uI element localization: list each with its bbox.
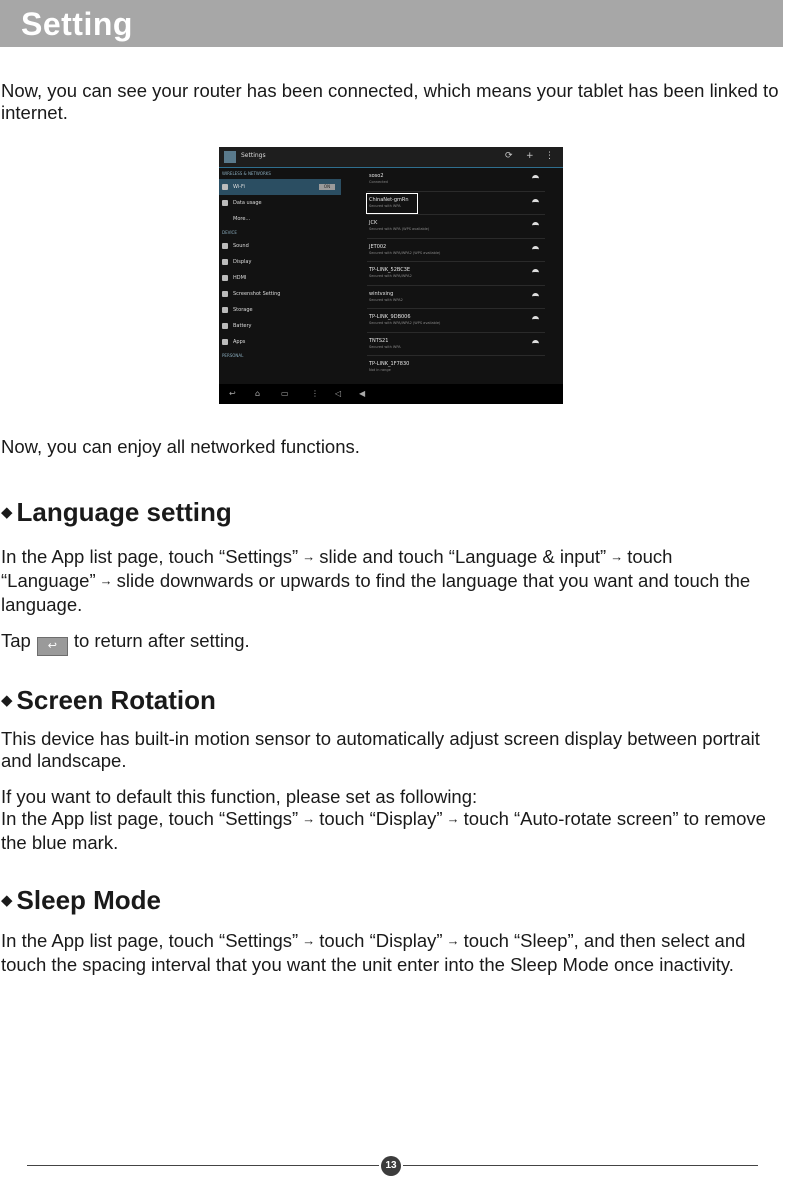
screenshot-nav-bar (219, 384, 563, 404)
arrow-right-icon: → (610, 549, 624, 564)
sidebar-item-label: Battery (233, 323, 252, 329)
wifi-icon (222, 184, 228, 190)
network-name: TP-LINK_9DB006 (369, 314, 411, 320)
sound-icon (222, 243, 228, 249)
wifi-signal-icon (532, 199, 539, 208)
page-title: Setting (21, 6, 133, 42)
sleep-section-title: ◆ Sleep Mode (1, 885, 162, 915)
display-icon (222, 259, 228, 265)
sidebar-item-label: HDMI (233, 275, 247, 281)
network-name: wintvxing (369, 290, 394, 297)
wifi-network-row (345, 309, 559, 333)
sidebar-item-label: Display (233, 259, 252, 265)
return-icon: ↩ (37, 637, 68, 656)
tap-return-paragraph: Tap ↩ to return after setting. (1, 630, 785, 656)
network-name: TNTS21 (369, 337, 389, 344)
wifi-signal-icon (532, 222, 539, 231)
screenshot-icon (222, 291, 228, 297)
network-status: Secured with WPA/WPA2 (WPS available) (369, 250, 441, 255)
network-status: Secured with WPA (WPS available) (369, 227, 430, 231)
screenshot-sidebar (219, 168, 341, 384)
wifi-settings-screenshot (219, 147, 563, 404)
wifi-network-row (345, 215, 559, 239)
sidebar-item-battery (219, 318, 341, 334)
settings-app-icon (224, 151, 236, 163)
rotation-paragraph: This device has built-in motion sensor to automatically adjust screen display between portrait and landscape. (1, 728, 760, 771)
network-name: JET002 (369, 243, 387, 250)
arrow-right-icon: → (99, 573, 113, 588)
sidebar-header: WIRELESS & NETWORKS (222, 171, 271, 176)
diamond-bullet-icon: ◆ (1, 891, 13, 909)
sidebar-item-label: Data usage (233, 200, 262, 206)
sidebar-item-hdmi (219, 270, 341, 286)
apps-icon (222, 339, 228, 345)
wifi-network-row (345, 286, 559, 310)
wifi-network-row (345, 168, 559, 192)
sidebar-item-more (219, 211, 341, 227)
arrow-right-icon: → (446, 933, 460, 948)
network-status: Secured with WPA (369, 344, 401, 349)
sidebar-item-label: Screenshot Setting (233, 291, 281, 297)
footer-rule (27, 1165, 379, 1166)
volume-down-icon: ◁ (335, 389, 342, 398)
connected-network-highlight (366, 193, 418, 214)
network-name: TP-LINK_52BC3E (369, 267, 411, 273)
sidebar-item-label: Apps (233, 339, 246, 345)
back-icon: ↩ (229, 389, 236, 398)
sidebar-item-label: Storage (233, 307, 253, 313)
wifi-signal-icon (532, 316, 539, 325)
storage-icon (222, 307, 228, 313)
refresh-icon: ⟳ (505, 151, 513, 161)
sidebar-item-wifi (219, 179, 341, 195)
menu-icon: ⋮ (311, 389, 319, 398)
wifi-signal-icon (532, 246, 539, 255)
network-name: JCK (369, 220, 378, 226)
wifi-signal-icon (532, 269, 539, 278)
overflow-menu-icon: ⋮ (545, 151, 554, 161)
network-status: Secured with WPA/WPA2 (369, 274, 412, 278)
sidebar-item-label: Wi-Fi (233, 184, 245, 190)
battery-icon (222, 323, 228, 329)
sidebar-item-apps (219, 334, 341, 350)
recent-apps-icon: ▭ (281, 389, 289, 398)
arrow-right-icon: → (302, 933, 316, 948)
sidebar-item-sound (219, 238, 341, 254)
screenshot-app-title: Settings (241, 152, 266, 159)
wifi-signal-icon (532, 175, 539, 184)
intro-paragraph: Now, you can enjoy all networked functions. (1, 436, 360, 457)
network-name: TP-LINK_1F7830 (369, 361, 410, 367)
rotation-instruction: If you want to default this function, please set as following: In the App list page, touch “Settings” → touch “Display” → touch “Auto-rotate screen” to remove the blue mark. (1, 786, 766, 853)
sidebar-item-label: More... (233, 216, 251, 222)
volume-up-icon: ◀ (359, 389, 366, 398)
hdmi-icon (222, 275, 228, 281)
network-status: Secured with WPA2 (369, 297, 403, 302)
sidebar-item-storage (219, 302, 341, 318)
language-section-title: ◆ Language setting (1, 497, 232, 527)
arrow-right-icon: → (446, 811, 460, 826)
arrow-right-icon: → (302, 811, 316, 826)
header-bar (0, 0, 783, 47)
diamond-bullet-icon: ◆ (1, 503, 13, 521)
footer-rule (403, 1165, 758, 1166)
network-name: soso2 (369, 173, 384, 179)
network-status: Secured with WPA/WPA2 (WPS available) (369, 321, 441, 325)
diamond-bullet-icon: ◆ (1, 691, 13, 709)
wifi-network-row (345, 262, 559, 286)
sidebar-item-data-usage (219, 195, 341, 211)
wifi-signal-icon (532, 340, 539, 349)
network-status: Not in range (369, 368, 391, 372)
rotation-section-title: ◆ Screen Rotation (1, 685, 216, 715)
arrow-right-icon: → (302, 549, 316, 564)
home-icon: ⌂ (255, 389, 261, 398)
add-icon: + (526, 151, 534, 161)
language-paragraph: In the App list page, touch “Settings” → slide and touch “Language & input” → touch “Language” → slide downwards or upwards to find the language that you want and touch the language. (1, 546, 751, 615)
wifi-signal-icon (532, 293, 539, 302)
wifi-network-row (345, 239, 559, 263)
screenshot-action-bar (219, 147, 563, 168)
wifi-network-row (345, 333, 559, 357)
page-number: 13 (381, 1156, 401, 1176)
network-status: Connected (369, 180, 388, 184)
wifi-network-row (345, 356, 559, 380)
sidebar-item-screenshot (219, 286, 341, 302)
network-name: ChinaNet-gmRn (369, 196, 409, 203)
intro-paragraph: Now, you can see your router has been connected, which means your tablet has been linked to internet. (1, 80, 779, 123)
sleep-paragraph: In the App list page, touch “Settings” → touch “Display” → touch “Sleep”, and then select and touch the spacing interval that you want the unit enter into the Sleep Mode once inactivity. (1, 930, 746, 975)
network-status: Secured with WPA (369, 203, 401, 208)
sidebar-item-display (219, 254, 341, 270)
sidebar-header: PERSONAL (222, 353, 244, 358)
wifi-toggle: ON (319, 184, 335, 190)
blank-icon (222, 216, 228, 222)
sidebar-header: DEVICE (222, 230, 237, 235)
data-usage-icon (222, 200, 228, 206)
sidebar-item-label: Sound (233, 243, 249, 249)
